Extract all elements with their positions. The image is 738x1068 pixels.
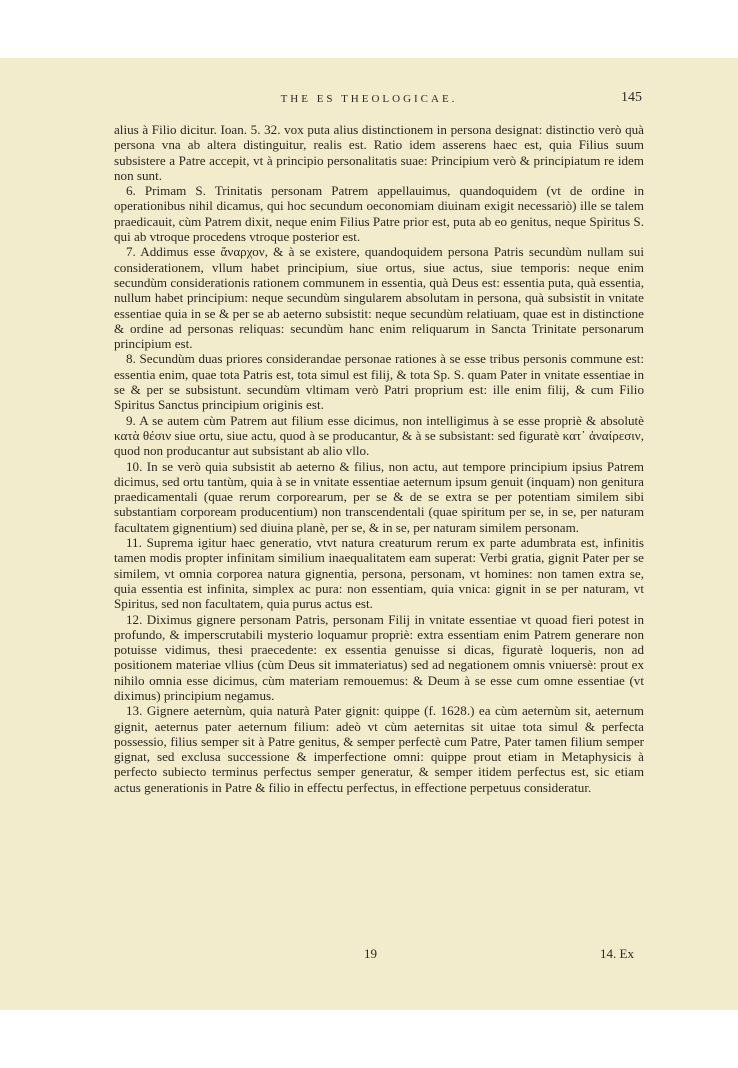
body-text — [114, 122, 644, 795]
running-title: THE ES THEOLOGICAE. — [280, 93, 458, 105]
page-footer — [0, 946, 738, 964]
paragraph-10: 10. In se verò quia subsistit ab aeterno & filius, non actu, aut tempore principium ipsius Patrem dicimus, sed ortu tantùm, quia à se in vnitate essentiae aeternum ipsum genuit (inquam) non genitura praedicamentali (quae rerum corporearum, per se & de se extra se per potentiam similem sibi substantiam corpoream producentium) non transcendentali (quae spiritum per se, in se, per naturam facultatem gignentium) sed diuina planè, per se, & in se, per naturam similem personam. — [114, 458, 644, 535]
catchword: 14. Ex — [600, 946, 634, 961]
paragraph-9: 9. A se autem cùm Patrem aut filium esse dicimus, non intelligimus à se esse propriè & absolutè κατὰ θέσιν siue ortu, siue actu, quod à se producantur, & à se subsistant: sed figuratè κατ᾽ ἀναίρεσιν, quod non producantur aut subsistant ab alio vllo. — [114, 412, 644, 459]
page-header — [0, 90, 738, 109]
paragraph-6: 6. Primam S. Trinitatis personam Patrem appellauimus, quandoquidem (vt de ordine in operationibus nihil dicamus, qui hoc secundum oeconomiam diuinam exigit necessariò) ille se talem praedicauit, cùm Patrem dixit, neque enim Filius Patre prior est, puta ab eo genitus, neque Spiritus S. qui ab vtroque procedens vtroque posterior est. — [114, 183, 644, 245]
paragraph-7: 7. Addimus esse ἄναρχον, & à se existere, quandoquidem persona Patris secundùm nullam sui considerationem, vllum habet principium, siue ortus, siue actus, siue temporis: neque enim secundùm considerationis rationem communem in essentia, quà Deus est: essentia puta, quà essentia, nullum habet principium: neque secundùm singularem absolutam in persona, quà subsistit in vnitate essentiae quia in se & per se ab aeterno subsistit: neque secundùm relatiuam, quae est in distinctione & ordine ad personas reliquas: secundùm hanc enim reliquarum in Sancta Trinitate personarum principium est. — [114, 244, 644, 352]
paragraph-11: 11. Suprema igitur haec generatio, vtvt natura creaturum rerum ex parte adumbrata est, infinitis tamen modis propter infinitam similium inaequalitatem eam superat: Verbi gratia, gignit Pater per se similem, vt omnia corporea natura gignentia, persona, personam, vt homines: non tamen extra se, quia essentia est infinita, simplex ac pura: non essentiam, quia vnica: gignit in se per naturam, vt Spiritus, sed non facultatem, quia purus actus est. — [114, 535, 644, 612]
paragraph-13: 13. Gignere aeternùm, quia naturà Pater gignit: quippe (f. 1628.) ea cùm aeternùm sit, aeternum gignit, aeternus pater aeternum filium: adeò vt cùm aeternitas sit uitae tota simul & perfecta possessio, filius semper sit à Patre genitus, & semper perfectè cum Patre, Pater tamen filium semper gignat, sed exclusa successione & imperfectione omni: quippe prout etiam in Metaphysicis à perfecto subiecto terminus perfectus semper generatur, & semper itidem perfectus est, sic etiam actus generationis in Patre & filio in effectu perfectus, in effectione perpetuus consideratur. — [114, 703, 644, 795]
paragraph-12: 12. Diximus gignere personam Patris, personam Filij in vnitate essentiae vt quoad fieri potest in profundo, & imperscrutabili mysterio loquamur propriè: extra essentiam enim Patrem generare non potuisse vidimus, thesi praecedente: ex essentia genuisse si dicas, figuratè loqueris, non ad positionem materiae vllius (cùm Deus sit immateriatus) sed ad negationem omnis vniuersè: prout ex nihilo omnia esse dicimus, cùm materiam remouemus: & Deum à se esse cum omne essentiae (vt diximus) principium negamus. — [114, 611, 644, 703]
paragraph-8: 8. Secundùm duas priores considerandae personae rationes à se esse tribus personis commune est: essentia enim, quae tota Patris est, tota simul est filij, & tota Sp. S. quam Pater in vnitate essentiae in se & per se subsistunt. secundùm vltimam verò Patri proprium est: ille enim filij, & cum Filio Spiritus Sanctus principium originis est. — [114, 351, 644, 413]
paragraph-continuation: alius à Filio dicitur. Ioan. 5. 32. vox puta alius distinctionem in persona designat: distinctio verò quà persona vna ab altera distinguitur, realis est. Ratio idem asserens haec est, quia Filius suum subsistere a Patre accepit, vt à principio personalitatis suae: Principium verò & principiatum re idem non sunt. — [114, 122, 644, 183]
signature-mark: 19 — [364, 946, 377, 961]
page-number: 145 — [621, 90, 642, 105]
